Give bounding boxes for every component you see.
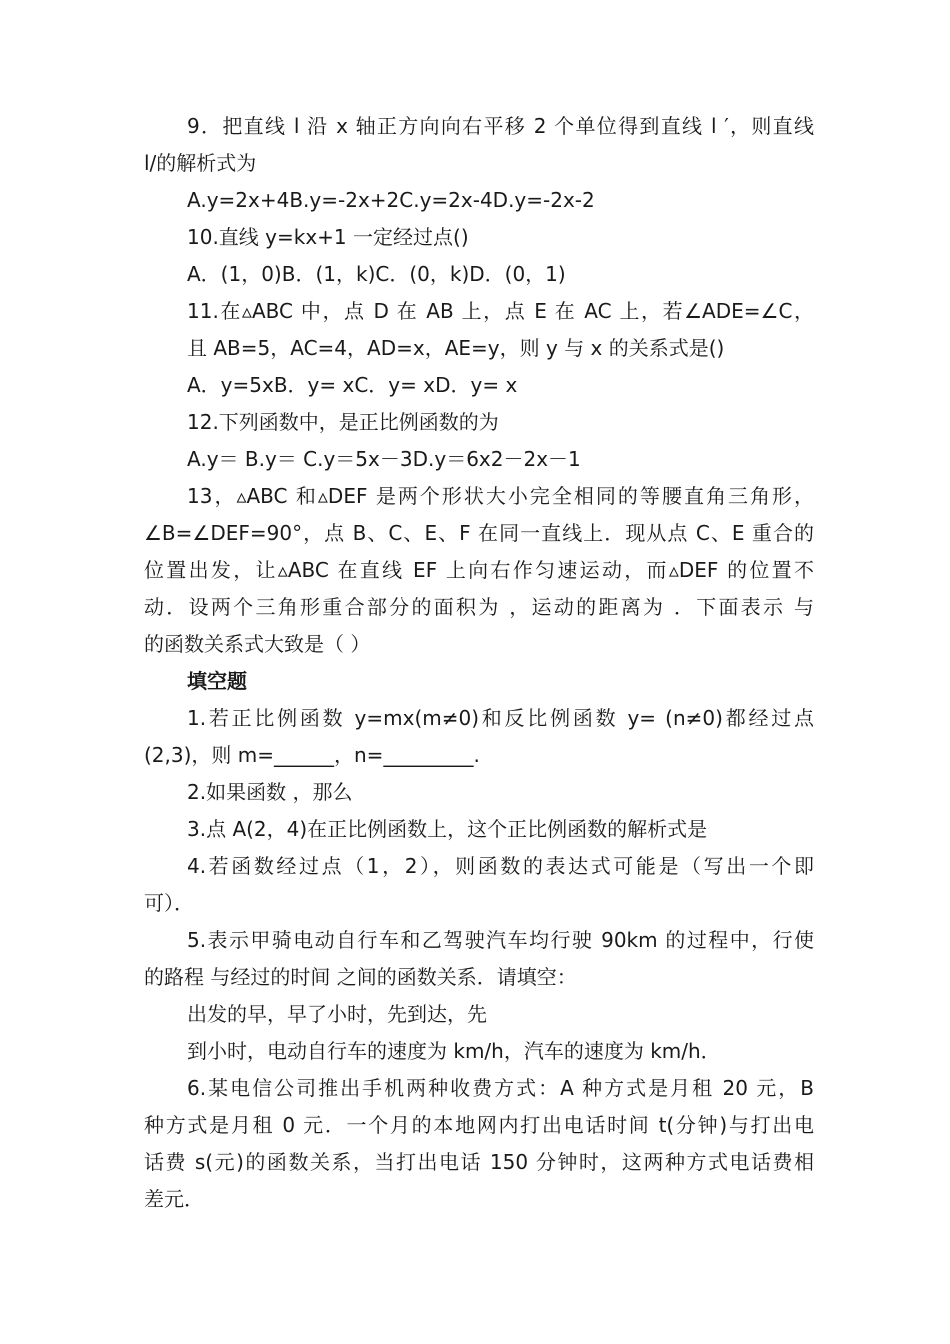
question-12-text: 12.下列函数中，是正比例函数的为	[187, 410, 499, 434]
question-13-text-line-2: ∠B=∠DEF=90°，点 B、C、E、F 在同一直线上．现从点 C、E 重合的	[144, 521, 814, 545]
question-10-text: 10.直线 y=kx+1 一定经过点()	[187, 225, 469, 249]
question-10-options: A．(1，0)B．(1，k)C．(0，k)D．(0，1)	[187, 262, 566, 286]
question-13-text-line-3: 位置出发，让▵ABC 在直线 EF 上向右作匀速运动，而▵DEF 的位置不	[144, 558, 814, 582]
question-9-text-line-1: 9．把直线 l 沿 x 轴正方向向右平移 2 个单位得到直线 l ′，则直线	[187, 114, 814, 138]
fill-question-5-line-2: 的路程 与经过的时间 之间的函数关系．请填空：	[144, 965, 577, 989]
question-12-options: A.y＝ B.y＝ C.y＝5x－3D.y＝6x2－2x－1	[187, 447, 581, 471]
fill-question-3: 3.点 A(2，4)在正比例函数上，这个正比例函数的解析式是	[187, 817, 708, 841]
fill-question-4-line-2: 可）．	[144, 891, 194, 915]
section-heading-fill-in: 填空题	[187, 669, 247, 693]
question-9-text-line-2: l/的解析式为	[144, 151, 257, 175]
fill-question-5-line-4: 到小时，电动自行车的速度为 km/h，汽车的速度为 km/h．	[187, 1039, 721, 1063]
question-13-text-line-4: 动．设两个三角形重合部分的面积为 ，运动的距离为 ．下面表示 与	[144, 595, 814, 619]
question-9-options: A.y=2x+4B.y=-2x+2C.y=2x-4D.y=-2x-2	[187, 188, 595, 212]
fill-question-5-line-1: 5.表示甲骑电动自行车和乙驾驶汽车均行驶 90km 的过程中，行使	[187, 928, 814, 952]
question-11-text-line-1: 11.在▵ABC 中，点 D 在 AB 上，点 E 在 AC 上，若∠ADE=∠C，	[187, 299, 814, 323]
question-13-text-line-1: 13，▵ABC 和▵DEF 是两个形状大小完全相同的等腰直角三角形，	[187, 484, 814, 508]
fill-question-6-line-2: 种方式是月租 0 元．一个月的本地网内打出电话时间 t(分钟)与打出电	[144, 1113, 814, 1137]
fill-question-2: 2.如果函数 ，那么	[187, 780, 353, 804]
fill-question-6-line-4: 差元．	[144, 1187, 204, 1211]
question-11-options: A．y=5xB．y= xC．y= xD．y= x	[187, 373, 518, 397]
fill-question-6-line-1: 6.某电信公司推出手机两种收费方式：A 种方式是月租 20 元，B	[187, 1076, 814, 1100]
question-11-text-line-2: 且 AB=5，AC=4，AD=x，AE=y，则 y 与 x 的关系式是()	[187, 336, 725, 360]
fill-question-1-line-2: (2,3)，则 m=______，n=_________.	[144, 743, 480, 767]
question-13-text-line-5: 的函数关系式大致是（ ）	[144, 632, 371, 656]
fill-question-1-line-1: 1.若正比例函数 y=mx(m≠0)和反比例函数 y= (n≠0)都经过点	[187, 706, 814, 730]
fill-question-5-line-3: 出发的早，早了小时，先到达，先	[187, 1002, 487, 1026]
fill-question-4-line-1: 4.若函数经过点（1，2），则函数的表达式可能是（写出一个即	[187, 854, 814, 878]
fill-question-6-line-3: 话费 s(元)的函数关系，当打出电话 150 分钟时，这两种方式电话费相	[144, 1150, 814, 1174]
